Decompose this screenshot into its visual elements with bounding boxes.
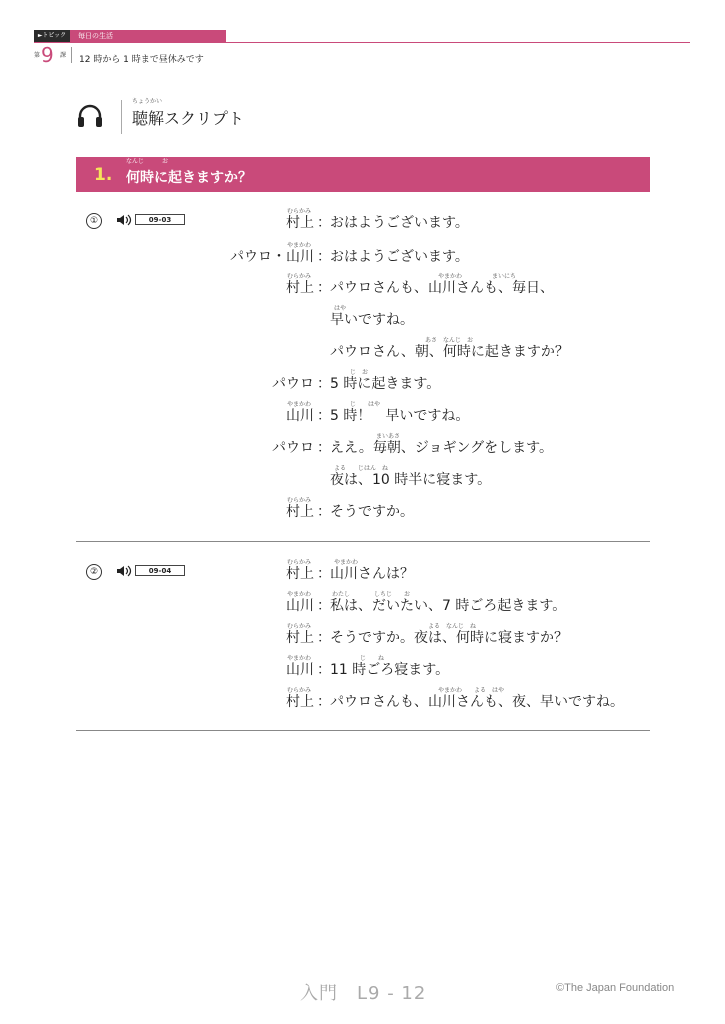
colon: ：	[317, 440, 331, 456]
speaker-name: 村上	[286, 504, 314, 520]
line-ruby: あさ なんじ お	[425, 337, 474, 344]
dialogue-line: 5 時！ 早いですね。	[330, 408, 470, 424]
speaker-ruby: むらかみ	[287, 273, 312, 280]
line-ruby: よる じはん ね	[334, 465, 389, 472]
colon: ：	[317, 662, 331, 678]
footer-page-number: 入門 L9 - 12	[300, 983, 427, 1004]
section-title: 何時に起きますか？	[126, 170, 252, 186]
topic-tab: ►トピック	[34, 30, 70, 42]
colon: ：	[317, 598, 331, 614]
lesson-suffix: 課	[60, 52, 67, 59]
speaker-name: 山川	[286, 662, 314, 678]
topic-title: 毎日の生活	[70, 30, 226, 42]
script-title-ruby: ちょうかい	[132, 98, 163, 105]
colon: ：	[317, 694, 331, 710]
line-ruby: はや	[334, 305, 347, 312]
colon: ：	[317, 408, 331, 424]
colon: ：	[317, 630, 331, 646]
dialogue-line: おはようございます。	[330, 249, 469, 265]
headphones-icon	[76, 102, 104, 130]
dialogue-line: 夜は、10 時半に寝ます。	[330, 472, 492, 488]
colon: ：	[317, 504, 331, 520]
speaker-name: パウロ	[272, 376, 314, 392]
speaker-ruby: やまかわ	[287, 591, 312, 598]
block-number: ②	[86, 564, 102, 580]
line-ruby: わたし しちじ お	[332, 591, 411, 598]
speaker-ruby: やまかわ	[287, 242, 312, 249]
speaker-ruby: やまかわ	[287, 401, 312, 408]
dialogue-line: おはようございます。	[330, 215, 469, 231]
speaker-ruby: むらかみ	[287, 559, 312, 566]
section-number: 1.	[94, 165, 113, 185]
dialogue-line: 山川さんは？	[330, 566, 414, 582]
dialogue-line: 5 時に起きます。	[330, 376, 441, 392]
audio-track[interactable]	[116, 214, 186, 226]
colon: ：	[317, 215, 331, 231]
lesson-number: 9	[41, 43, 54, 67]
lesson-divider	[71, 47, 72, 63]
lesson-title: 12 時から 1 時まで昼休みです	[79, 55, 204, 65]
dialogue-line: 11 時ごろ寝ます。	[330, 662, 450, 678]
dialogue-line: パウロさん、朝、何時に起きますか？	[330, 344, 569, 360]
colon: ：	[317, 249, 331, 265]
line-ruby: やまかわ よる はや	[438, 687, 505, 694]
speaker-ruby: むらかみ	[287, 623, 312, 630]
divider-rule	[76, 541, 650, 542]
dialogue-line: パウロさんも、山川さんも、夜、早いですね。	[330, 694, 624, 710]
speaker-name: 村上	[286, 566, 314, 582]
line-ruby: じ ね	[360, 655, 385, 662]
dialogue-line: ええ。毎朝、ジョギングをします。	[330, 440, 554, 456]
speaker-ruby: むらかみ	[287, 208, 312, 215]
track-label: 09-03	[135, 214, 185, 225]
line-ruby: じ はや	[350, 401, 381, 408]
speaker-ruby: むらかみ	[287, 687, 312, 694]
colon: ：	[317, 566, 331, 582]
speaker-name: 村上	[286, 215, 314, 231]
footer-copyright: ©The Japan Foundation	[556, 982, 675, 994]
speaker-name: 村上	[286, 630, 314, 646]
block-number: ①	[86, 213, 102, 229]
header-rule	[34, 42, 690, 43]
speaker-icon	[116, 214, 134, 226]
speaker-name: 村上	[286, 280, 314, 296]
speaker-icon	[116, 565, 134, 577]
line-ruby: よる なんじ ね	[428, 623, 477, 630]
section-banner	[76, 157, 650, 192]
dialogue-line: そうですか。夜は、何時に寝ますか？	[330, 630, 568, 646]
speaker-name: 山川	[286, 408, 314, 424]
speaker-name: 山川	[286, 598, 314, 614]
script-title	[132, 98, 245, 129]
speaker-ruby: むらかみ	[287, 497, 312, 504]
divider-rule	[76, 730, 650, 731]
speaker-name: パウロ	[272, 440, 314, 456]
speaker-name: パウロ・山川	[230, 249, 314, 265]
track-label: 09-04	[135, 565, 185, 576]
dialogue-line: 私は、だいたい、7 時ごろ起きます。	[330, 598, 567, 614]
colon: ：	[317, 376, 331, 392]
line-ruby: やまかわ まいにち	[438, 273, 517, 280]
section-title-ruby: なんじ お	[126, 158, 169, 165]
line-ruby: やまかわ	[334, 559, 359, 566]
line-ruby: じ お	[350, 369, 369, 376]
colon: ：	[317, 280, 331, 296]
dialogue-line: そうですか。	[330, 504, 414, 520]
speaker-name: 村上	[286, 694, 314, 710]
dialogue-line: 早いですね。	[330, 312, 414, 328]
script-title-text: 聴解スクリプト	[132, 109, 245, 128]
speaker-ruby: やまかわ	[287, 655, 312, 662]
script-divider	[121, 100, 122, 134]
audio-track[interactable]	[116, 565, 186, 577]
dialogue-line: パウロさんも、山川さんも、毎日、	[330, 280, 554, 296]
line-ruby: まいあさ	[376, 433, 401, 440]
lesson-prefix: 第	[34, 52, 41, 59]
